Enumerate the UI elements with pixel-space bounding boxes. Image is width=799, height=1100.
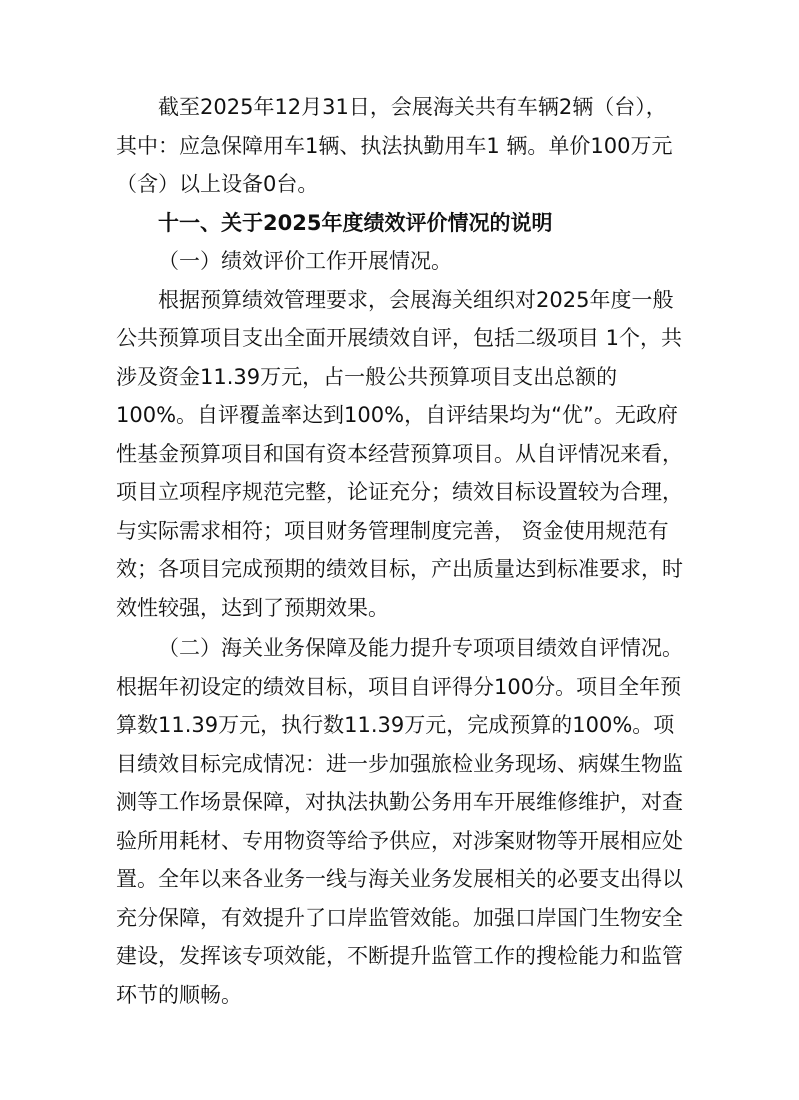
heading-performance-evaluation: 十一、关于2025年度绩效评价情况的说明 xyxy=(158,210,553,235)
document-body xyxy=(116,88,684,1014)
paragraph-project-self-evaluation: （二）海关业务保障及能力提升专项项目绩效自评情况。根据年初设定的绩效目标，项目自评得分100分。项目全年预算数11.39万元，执行数11.39万元，完成预算的100%。项目绩效目标完成情况：进一步加强旅检业务现场、病媒生物监测等工作场景保障，对执法执勤公务用车开展维修维护，对查验所用耗材、专用物资等给予供应，对涉案财物等开展相应处置。全年以来各业务一线与海关业务发展相关的必要支出得以充分保障，有效提升了口岸监管效能。加强口岸国门生物安全建设，发挥该专项效能，不断提升监管工作的搜检能力和监管环节的顺畅。 xyxy=(116,636,683,1007)
paragraph-evaluation-work: 根据预算绩效管理要求，会展海关组织对2025年度一般公共预算项目支出全面开展绩效自评，包括二级项目 1个，共涉及资金11.39万元，占一般公共预算项目支出总额的100%。自评覆盖率达到100%，自评结果均为“优”。无政府性基金预算项目和国有资本经营预算项目。从自评情况来看，项目立项程序规范完整，论证充分；绩效目标设置较为合理，与实际需求相符；项目财务管理制度完善， 资金使用规范有效；各项目完成预期的绩效目标，产出质量达到标准要求，时效性较强，达到了预期效果。 xyxy=(116,287,683,620)
paragraph-vehicles: 截至2025年12月31日，会展海关共有车辆2辆（台），其中：应急保障用车1辆、执法执勤用车1 辆。单价100万元（含）以上设备0台。 xyxy=(116,95,673,196)
subheading-evaluation-work: （一）绩效评价工作开展情况。 xyxy=(158,249,452,273)
